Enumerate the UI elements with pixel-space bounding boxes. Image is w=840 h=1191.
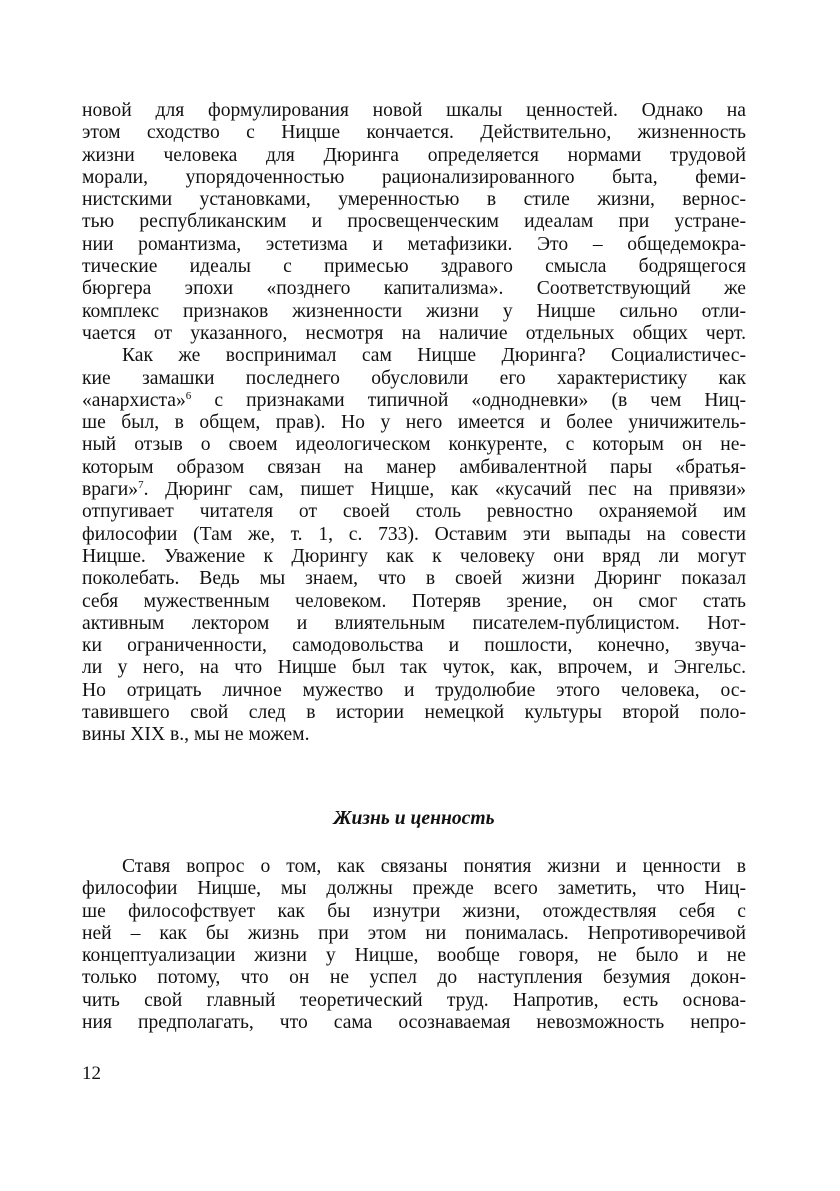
text-fragment: . Дюринг сам, пишет Ницше, как «кусачий пес на привязи»: [143, 479, 746, 501]
text-line: ки ограниченности, самодовольства и пошлости, конечно, звуча-: [82, 635, 746, 657]
text-line: [82, 390, 746, 412]
text-line: только потому, что он не успел до наступления безумия докон-: [82, 967, 746, 989]
text-line: ли у него, на что Ницше был так чуток, как, впрочем, и Энгельс.: [82, 657, 746, 679]
text-fragment: «анархиста»: [82, 389, 186, 411]
text-line: Как же воспринимал сам Ницше Дюринга? Социалистичес-: [122, 345, 746, 367]
text-line: которым образом связан на манер амбивалентной пары «братья-: [82, 456, 746, 478]
text-fragment: с признаками типичной «однодневки» (в чем Ниц-: [191, 389, 746, 411]
text-line: чить свой главный теоретический труд. Напротив, есть основа-: [82, 989, 746, 1011]
text-line: тавившего свой след в истории немецкой культуры второй поло-: [82, 702, 746, 724]
text-line: ния предполагать, что сама осознаваемая невозможность непро-: [82, 1012, 746, 1034]
text-line: отпугивает читателя от своей столь ревностно охраняемой им: [82, 501, 746, 523]
text-line: [82, 479, 746, 501]
text-line: жизни человека для Дюринга определяется нормами трудовой: [82, 144, 746, 166]
text-line: тью республиканским и просвещенческим идеалам при устране-: [82, 211, 746, 233]
text-line: ше философствует как бы изнутри жизни, отождествляя себя с: [82, 900, 746, 922]
text-line: активным лектором и влиятельным писателем-публицистом. Нот-: [82, 612, 746, 634]
text-line: Ставя вопрос о том, как связаны понятия жизни и ценности в: [122, 856, 746, 877]
text-line: философии (Там же, т. 1, с. 733). Оставим эти выпады на совести: [82, 523, 746, 545]
text-line: нистскими установками, умеренностью в стиле жизни, вернос-: [82, 189, 746, 211]
text-line: поколебать. Ведь мы знаем, что в своей жизни Дюринг показал: [82, 568, 746, 590]
paragraph-1: [82, 100, 746, 345]
footnote-marker: 6: [185, 389, 192, 402]
text-line: ней – как бы жизнь при этом ни понималась. Непротиворечивой: [82, 922, 746, 944]
section-heading: Жизнь и ценность: [333, 808, 495, 829]
paragraph-3: [82, 856, 746, 1034]
paragraph-2: [82, 345, 746, 746]
text-line: тические идеалы с примесью здравого смысла бодрящегося: [82, 256, 746, 278]
text-line: новой для формулирования новой шкалы ценностей. Однако на: [82, 100, 746, 121]
text-fragment: враги»: [82, 479, 139, 501]
text-line: нии романтизма, эстетизма и метафизики. Это – общедемокра-: [82, 233, 746, 255]
page-number: 12: [82, 1063, 101, 1084]
text-line: вины XIX в., мы не можем.: [82, 724, 310, 746]
text-line: ный отзыв о своем идеологическом конкуренте, с которым он не-: [82, 434, 746, 456]
text-line: бюргера эпохи «позднего капитализма». Соответствующий же: [82, 278, 746, 300]
text-line: концептуализации жизни у Ницше, вообще говоря, не было и не: [82, 945, 746, 967]
text-line: себя мужественным человеком. Потеряв зрение, он смог стать: [82, 590, 746, 612]
footnote-marker: 7: [138, 479, 144, 492]
text-line: морали, упорядоченностью рационализированного быта, феми-: [82, 166, 746, 188]
text-line: Но отрицать личное мужество и трудолюбие этого человека, ос-: [82, 679, 746, 701]
text-line: этом сходство с Ницше кончается. Действительно, жизненность: [82, 122, 746, 144]
text-line: ше был, в общем, прав). Но у него имеется и более уничижитель-: [82, 412, 746, 434]
text-line: комплекс признаков жизненности жизни у Ницше сильно отли-: [82, 300, 746, 322]
text-line: философии Ницше, мы должны прежде всего заметить, что Ниц-: [82, 878, 746, 900]
text-line: кие замашки последнего обусловили его характеристику как: [82, 367, 746, 389]
text-line: Ницше. Уважение к Дюрингу как к человеку они вряд ли могут: [82, 545, 746, 567]
text-line: чается от указанного, несмотря на наличие отдельных общих черт.: [82, 322, 746, 344]
page-body: [82, 100, 746, 1034]
